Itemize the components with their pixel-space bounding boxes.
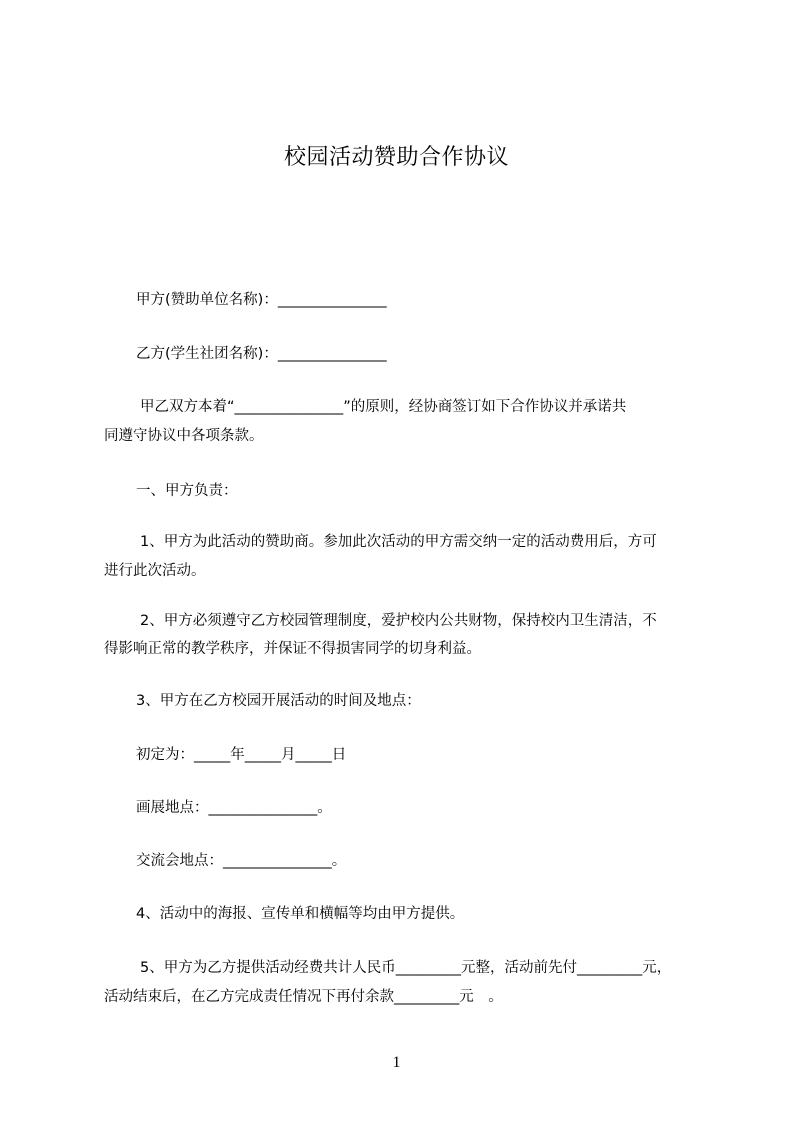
exchange-location: 交流会地点：_______________。	[136, 853, 347, 869]
date-line: 初定为：_____年_____月_____日	[136, 747, 347, 763]
preamble-line-1: 甲乙双方本着“_______________”的原则，经协商签订如下合作协议并承诺共	[140, 399, 627, 415]
clause-4-line-1: 4、活动中的海报、宣传单和横幅等均由甲方提供。	[136, 906, 465, 922]
party-a-field: 甲方(赞助单位名称)：_______________	[136, 292, 387, 308]
clause-1-line-1: 1、甲方为此活动的赞助商。参加此次活动的甲方需交纳一定的活动费用后，方可	[140, 534, 657, 550]
clause-2-line-2: 得影响正常的教学秩序，并保证不得损害同学的切身利益。	[104, 641, 481, 657]
page-number: 1	[392, 1054, 401, 1071]
clause-2-line-1: 2、甲方必须遵守乙方校园管理制度，爱护校内公共财物，保持校内卫生清洁，不	[140, 613, 657, 629]
clause-5-line-2: 活动结束后，在乙方完成责任情况下再付余款_________元 。	[104, 989, 503, 1005]
exhibition-location: 画展地点：_______________。	[136, 800, 332, 816]
party-b-field: 乙方(学生社团名称)：_______________	[136, 346, 387, 362]
section-1-heading: 一、甲方负责：	[136, 483, 238, 499]
document-title: 校园活动赞助合作协议	[283, 145, 509, 170]
clause-5-line-1: 5、甲方为乙方提供活动经费共计人民币_________元整，活动前先付_________元，	[140, 960, 672, 976]
clause-3-line-1: 3、甲方在乙方校园开展活动的时间及地点：	[136, 693, 421, 709]
preamble-line-2: 同遵守协议中各项条款。	[104, 428, 264, 444]
clause-1-line-2: 进行此次活动。	[104, 563, 206, 579]
